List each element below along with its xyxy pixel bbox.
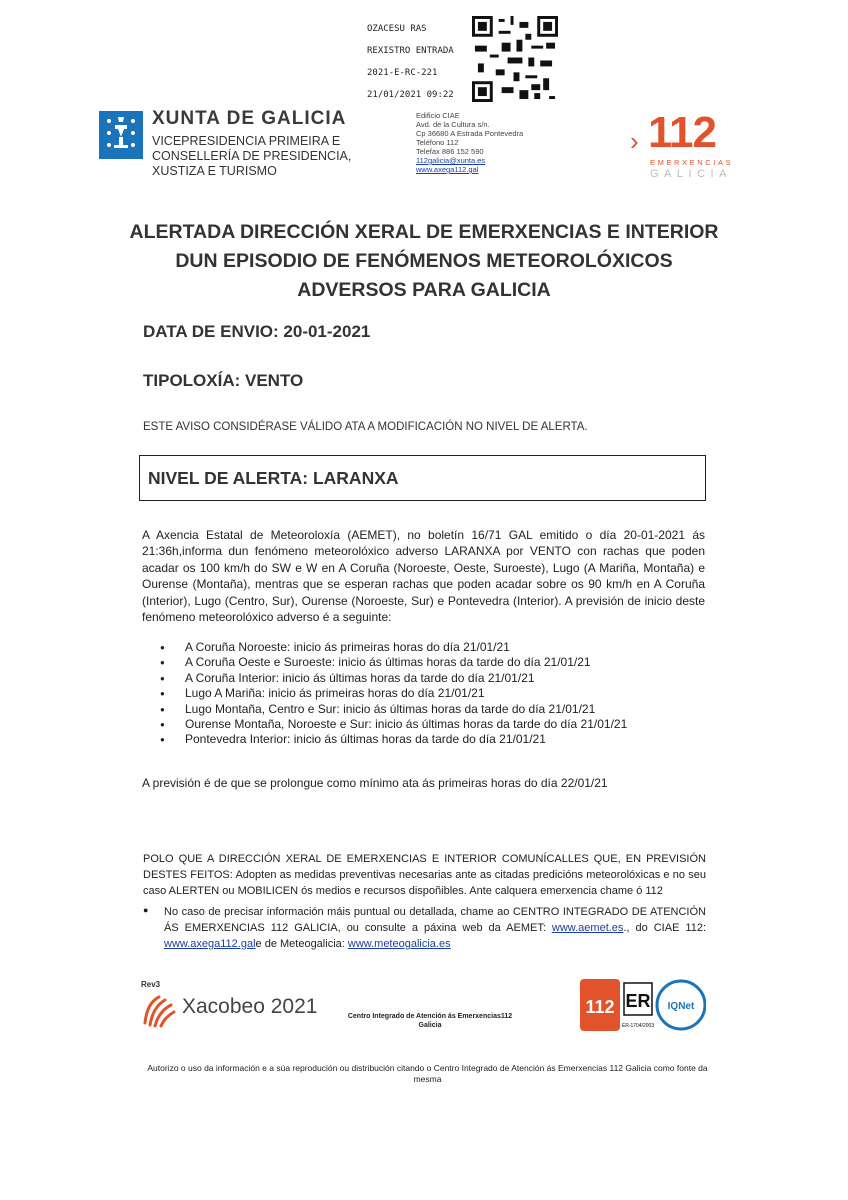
department-line: CONSELLERÍA DE PRESIDENCIA, [152, 149, 352, 163]
emerxencias-112-logo [630, 108, 735, 184]
contact-line: Teléfono 112 [416, 138, 459, 147]
contact-email-link[interactable]: 112galicia@xunta.es [416, 156, 486, 165]
stamp-line: REXISTRO ENTRADA [367, 46, 454, 56]
cert-iqnet-text: IQNet [667, 1001, 695, 1012]
logo-line-1: EMERXENCIAS [650, 158, 734, 167]
alert-type: TIPOLOXÍA: VENTO [143, 371, 304, 390]
register-stamp [367, 18, 454, 106]
logo-line-2: GALICIA [650, 168, 732, 180]
xacobeo-logo-text: Xacobeo 2021 [182, 995, 318, 1018]
chevron-right-icon: › [630, 126, 639, 156]
note-text: ., do CIAE 112: [623, 922, 706, 934]
contact-web-link[interactable]: www.axega112.gal [416, 165, 479, 174]
qr-code-icon [472, 16, 558, 102]
stamp-line: 21/01/2021 09:22 [367, 90, 454, 100]
list-item: ● A Coruña Interior: inicio ás últimas horas da tarde do día 21/01/21 [160, 671, 627, 686]
note-text: No caso de precisar información máis puntual ou detallada, chame ao CENTRO INTEGRADO DE ATENCIÓN ÁS EMERXENCIAS 112 GALICIA, ou consulte a páxina web da AEMET: [164, 906, 706, 934]
bullet-icon: ● [143, 905, 149, 915]
certification-logos [578, 975, 706, 1033]
list-item: ● A Coruña Oeste e Suroeste: inicio ás últimas horas da tarde do día 21/01/21 [160, 655, 627, 670]
list-item: ● Pontevedra Interior: inicio ás últimas horas da tarde do día 21/01/21 [160, 732, 627, 747]
contact-line: Avd. de la Cultura s/n. [416, 120, 490, 129]
logo-number: 112 [648, 108, 716, 157]
cert-er-text: ER [625, 991, 651, 1011]
ciae-caption: Centro Integrado de Atención ás Emerxencias112 Galicia [347, 1013, 513, 1029]
stamp-line: OZACESU RAS [367, 24, 427, 34]
page-title [120, 218, 728, 305]
contact-line: Cp 36680 A Estrada Pontevedra [416, 129, 524, 138]
duration-forecast: A previsión é de que se prolongue como mínimo ata ás primeiras horas do día 22/01/21 [142, 776, 608, 790]
validity-note: ESTE AVISO CONSIDÉRASE VÁLIDO ATA A MODIFICACIÓN NO NIVEL DE ALERTA. [143, 421, 588, 433]
note-text: e de Meteogalicia: [255, 938, 348, 950]
alert-level-label: NIVEL DE ALERTA: LARANXA [148, 468, 399, 488]
title-line: ALERTADA DIRECCIÓN XERAL DE EMERXENCIAS E INTERIOR [129, 221, 719, 243]
send-date: DATA DE ENVIO: 20-01-2021 [143, 322, 371, 341]
department-line: VICEPRESIDENCIA PRIMEIRA E [152, 134, 341, 148]
xunta-title: XUNTA DE GALICIA [152, 108, 347, 129]
contact-note [164, 904, 706, 952]
recommendations-paragraph: POLO QUE A DIRECCIÓN XERAL DE EMERXENCIAS E INTERIOR COMUNÍCALLES QUE, EN PREVISIÓN DESTES FEITOS: Adopten as medidas preventivas necesarias ante as citadas predicións meteorolóxicas e no seu caso ALERTEN ou MOBILICEN ós medios e recursos dispoñibles. Ante calquera emerxencia chame ó 112 [143, 853, 706, 897]
alert-level-box [139, 455, 706, 501]
meteogalicia-link[interactable]: www.meteogalicia.es [347, 938, 451, 950]
bulletin-paragraph: A Axencia Estatal de Meteoroloxía (AEMET), no boletín 16/71 GAL emitido o día 20-01-2021 ás 21:36h,informa dun fenómeno meteorolóxico adverso LARANXA por VENTO con rachas que poden acadar os 100 km/h do SW e W en A Coruña (Noroeste, Oeste, Suroeste), Lugo (A Mariña, Montaña) e Ourense (Montaña), mentras que se esperan rachas que poden acadar sobre os 90 km/h en A Coruña (Interior), Lugo (Centro, Sur), Ourense (Noroeste, Sur) e Pontevedra (Interior). A previsión de inicio deste fenómeno meteorolóxico adverso é a seguinte: [142, 528, 705, 625]
list-item: ● Ourense Montaña, Noroeste e Sur: inicio ás últimas horas da tarde do día 21/01/21 [160, 717, 627, 732]
title-line: DUN EPISODIO DE FENÓMENOS METEOROLÓXICOS [175, 250, 673, 272]
xunta-shield-icon [99, 111, 143, 159]
contact-line: Telefax 886 152 590 [416, 147, 484, 156]
title-line: ADVERSOS PARA GALICIA [297, 279, 551, 301]
contact-line: Edificio CIAE [416, 111, 460, 120]
cert-er-code: ER-1704/2003 [621, 1023, 655, 1029]
forecast-list [160, 640, 627, 748]
list-item: ● A Coruña Noroeste: inicio ás primeiras horas do día 21/01/21 [160, 640, 627, 655]
aemet-link[interactable]: www.aemet.es [551, 922, 624, 934]
revision-label: Rev3 [141, 980, 161, 989]
scallop-shell-icon [141, 993, 177, 1029]
xunta-department [152, 134, 351, 179]
list-item: ● Lugo Montaña, Centro e Sur: inicio ás últimas horas da tarde do día 21/01/21 [160, 702, 627, 717]
stamp-line: 2021-E-RC-221 [367, 68, 438, 78]
footer-disclaimer: Autorizo o uso da información e a súa reprodución ou distribución citando o Centro Integrado de Atención ás Emerxencias 112 Galicia como fonte da mesma [147, 1063, 708, 1084]
list-item: ● Lugo A Mariña: inicio ás primeiras horas do día 21/01/21 [160, 686, 627, 701]
axega112-link[interactable]: www.axega112.gal [164, 938, 256, 950]
department-line: XUSTIZA E TURISMO [152, 164, 277, 178]
contact-block [416, 111, 523, 174]
cert-112-text: 112 [585, 997, 615, 1017]
